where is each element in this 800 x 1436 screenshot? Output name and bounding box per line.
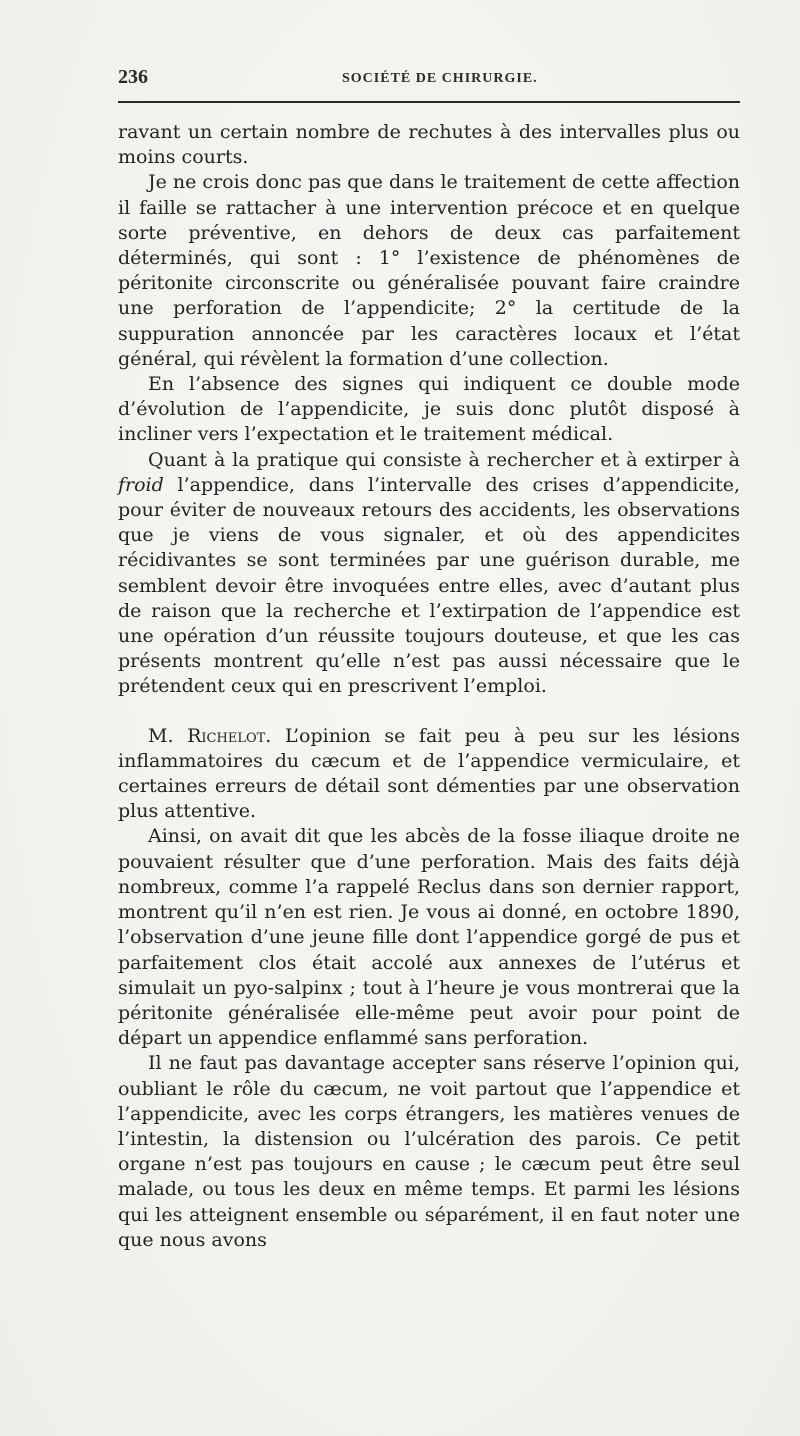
paragraph: Il ne faut pas davantage accepter sans réserve l’opinion qui, oubliant le rôle du cæcum, ne voit partout que l’appendice et l’appendicite, avec les corps étrangers, les matières venues de l’intestin, la distension ou l’ulcération des parois. Ce petit organe n’est pas toujours en cause ; le cæcum peut être seul malade, ou tous les deux en même temps. Et parmi les lésions qui les atteignent ensemble ou séparément, il en faut noter une que nous avons <box>118 1052 740 1251</box>
body-text <box>118 120 740 1253</box>
italic-word: froid <box>118 473 164 496</box>
speaker-paragraph <box>118 724 740 825</box>
speaker-prefix: M. <box>148 724 188 747</box>
paragraph <box>118 448 740 700</box>
paragraph-text: Quant à la pratique qui consiste à rechercher et à extirper à <box>148 448 740 471</box>
paragraph-text: l’appendice, dans l’intervalle des crises d’appendicite, pour éviter de nouveaux retours des accidents, les observations que je viens de vous signaler, et où des appendicites récidivantes se sont terminées par une guérison durable, me semblent devoir être invoquées entre elles, avec d’autant plus de raison que la recherche et l’extirpation de l’appendice est une opération d’un réussite toujours douteuse, et que les cas présents montrent qu’elle n’est pas aussi nécessaire que le prétendent ceux qui en prescrivent l’emploi. <box>118 473 740 698</box>
paragraph: En l’absence des signes qui indiquent ce double mode d’évolution de l’appendicite, je suis donc plutôt disposé à incliner vers l’expectation et le traitement médical. <box>118 373 740 446</box>
paragraph-text: . L’opinion se fait peu à peu sur les lésions inflammatoires du cæcum et de l’appendice vermiculaire, et certaines erreurs de détail sont démenties par une observation plus attentive. <box>118 724 740 823</box>
paragraph-continued: ravant un certain nombre de rechutes à des intervalles plus ou moins courts. <box>118 121 740 169</box>
page-header <box>118 66 740 100</box>
speaker-name: Richelot <box>187 724 266 747</box>
running-head: SOCIÉTÉ DE CHIRURGIE. <box>342 71 538 86</box>
paragraph: Ainsi, on avait dit que les abcès de la fosse iliaque droite ne pouvaient résulter que d’une perforation. Mais des faits déjà nombreux, comme l’a rappelé Reclus dans son dernier rapport, montrent qu’il n’en est rien. Je vous ai donné, en octobre 1890, l’observation d’une jeune fille dont l’appendice gorgé de pus et parfaitement clos était accolé aux annexes de l’utérus et simulait un pyo-salpinx ; tout à l’heure je vous montrerai que la péritonite généralisée elle-même peut avoir pour point de départ un appendice enflammé sans perforation. <box>118 825 740 1050</box>
paragraph: Je ne crois donc pas que dans le traitement de cette affection il faille se rattacher à une intervention précoce et en quelque sorte préventive, en dehors de deux cas parfaitement déterminés, qui sont : 1° l’existence de phénomènes de péritonite circonscrite ou généralisée pouvant faire craindre une perforation de l’appendicite; 2° la certitude de la suppuration annoncée par les caractères locaux et l’état général, qui révèlent la formation d’une collection. <box>118 171 740 370</box>
page-number: 236 <box>118 66 148 88</box>
header-rule <box>118 101 740 103</box>
